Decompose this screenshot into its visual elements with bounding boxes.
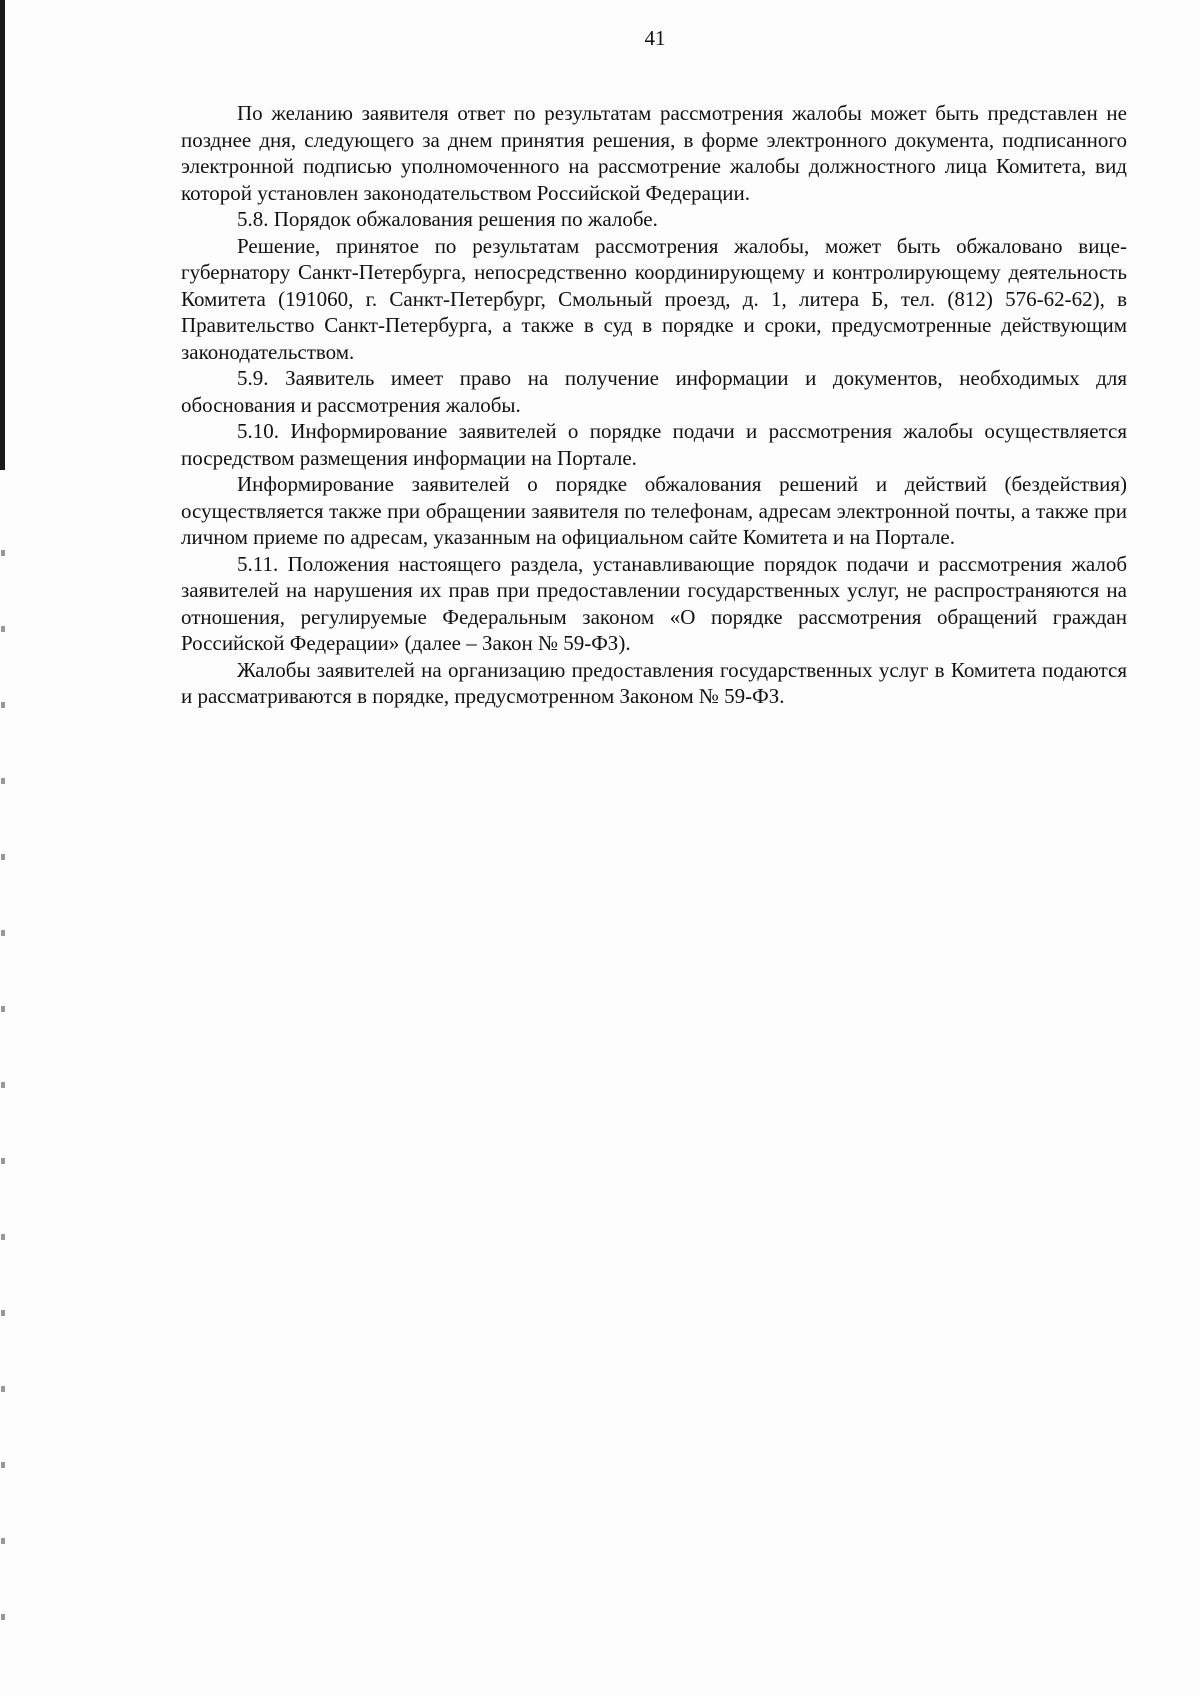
paragraph-appeal-procedure: Решение, принятое по результатам рассмотрения жалобы, может быть обжаловано вице-губернатору Санкт-Петербурга, непосредственно координирующему и контролирующему деятельность Комитета (191060, г. Санкт-Петербург, Смольный проезд, д. 1, литера Б, тел. (812) 576-62-62), в Правительство Санкт-Петербурга, а также в суд в порядке и сроки, предусмотренные действующим законодательством. (181, 233, 1127, 364)
paragraph-complaints-59-fz: Жалобы заявителей на организацию предоставления государственных услуг в Комитета подаются и рассматриваются в порядке, предусмотренном Законом № 59-ФЗ. (181, 657, 1127, 708)
scan-binding-edge (0, 0, 5, 470)
paragraph-5-8-heading: 5.8. Порядок обжалования решения по жалобе. (237, 207, 658, 231)
paragraph-5-9: 5.9. Заявитель имеет право на получение информации и документов, необходимых для обоснования и рассмотрения жалобы. (181, 366, 1127, 417)
page-number: 41 (644, 26, 666, 50)
paragraph-5-11: 5.11. Положения настоящего раздела, устанавливающие порядок подачи и рассмотрения жалоб заявителей на нарушения их прав при предоставлении государственных услуг, не распространяются на отношения, регулируемые Федеральным законом «О порядке рассмотрения обращений граждан Российской Федерации» (далее – Закон № 59-ФЗ). (181, 551, 1127, 655)
paragraph-response-form: По желанию заявителя ответ по результатам рассмотрения жалобы может быть представлен не позднее дня, следующего за днем принятия решения, в форме электронного документа, подписанного электронной подписью уполномоченного на рассмотрение жалобы должностного лица Комитета, вид которой установлен законодательством Российской Федерации. (181, 101, 1127, 205)
paragraph-5-10: 5.10. Информирование заявителей о порядке подачи и рассмотрения жалобы осуществляется посредством размещения информации на Портале. (181, 419, 1127, 470)
document-body (181, 100, 1127, 710)
scan-artifact-specks (1, 480, 5, 1630)
paragraph-informing-applicants: Информирование заявителей о порядке обжалования решений и действий (бездействия) осуществляется также при обращении заявителя по телефонам, адресам электронной почты, а также при личном приеме по адресам, указанным на официальном сайте Комитета и на Портале. (181, 472, 1127, 549)
